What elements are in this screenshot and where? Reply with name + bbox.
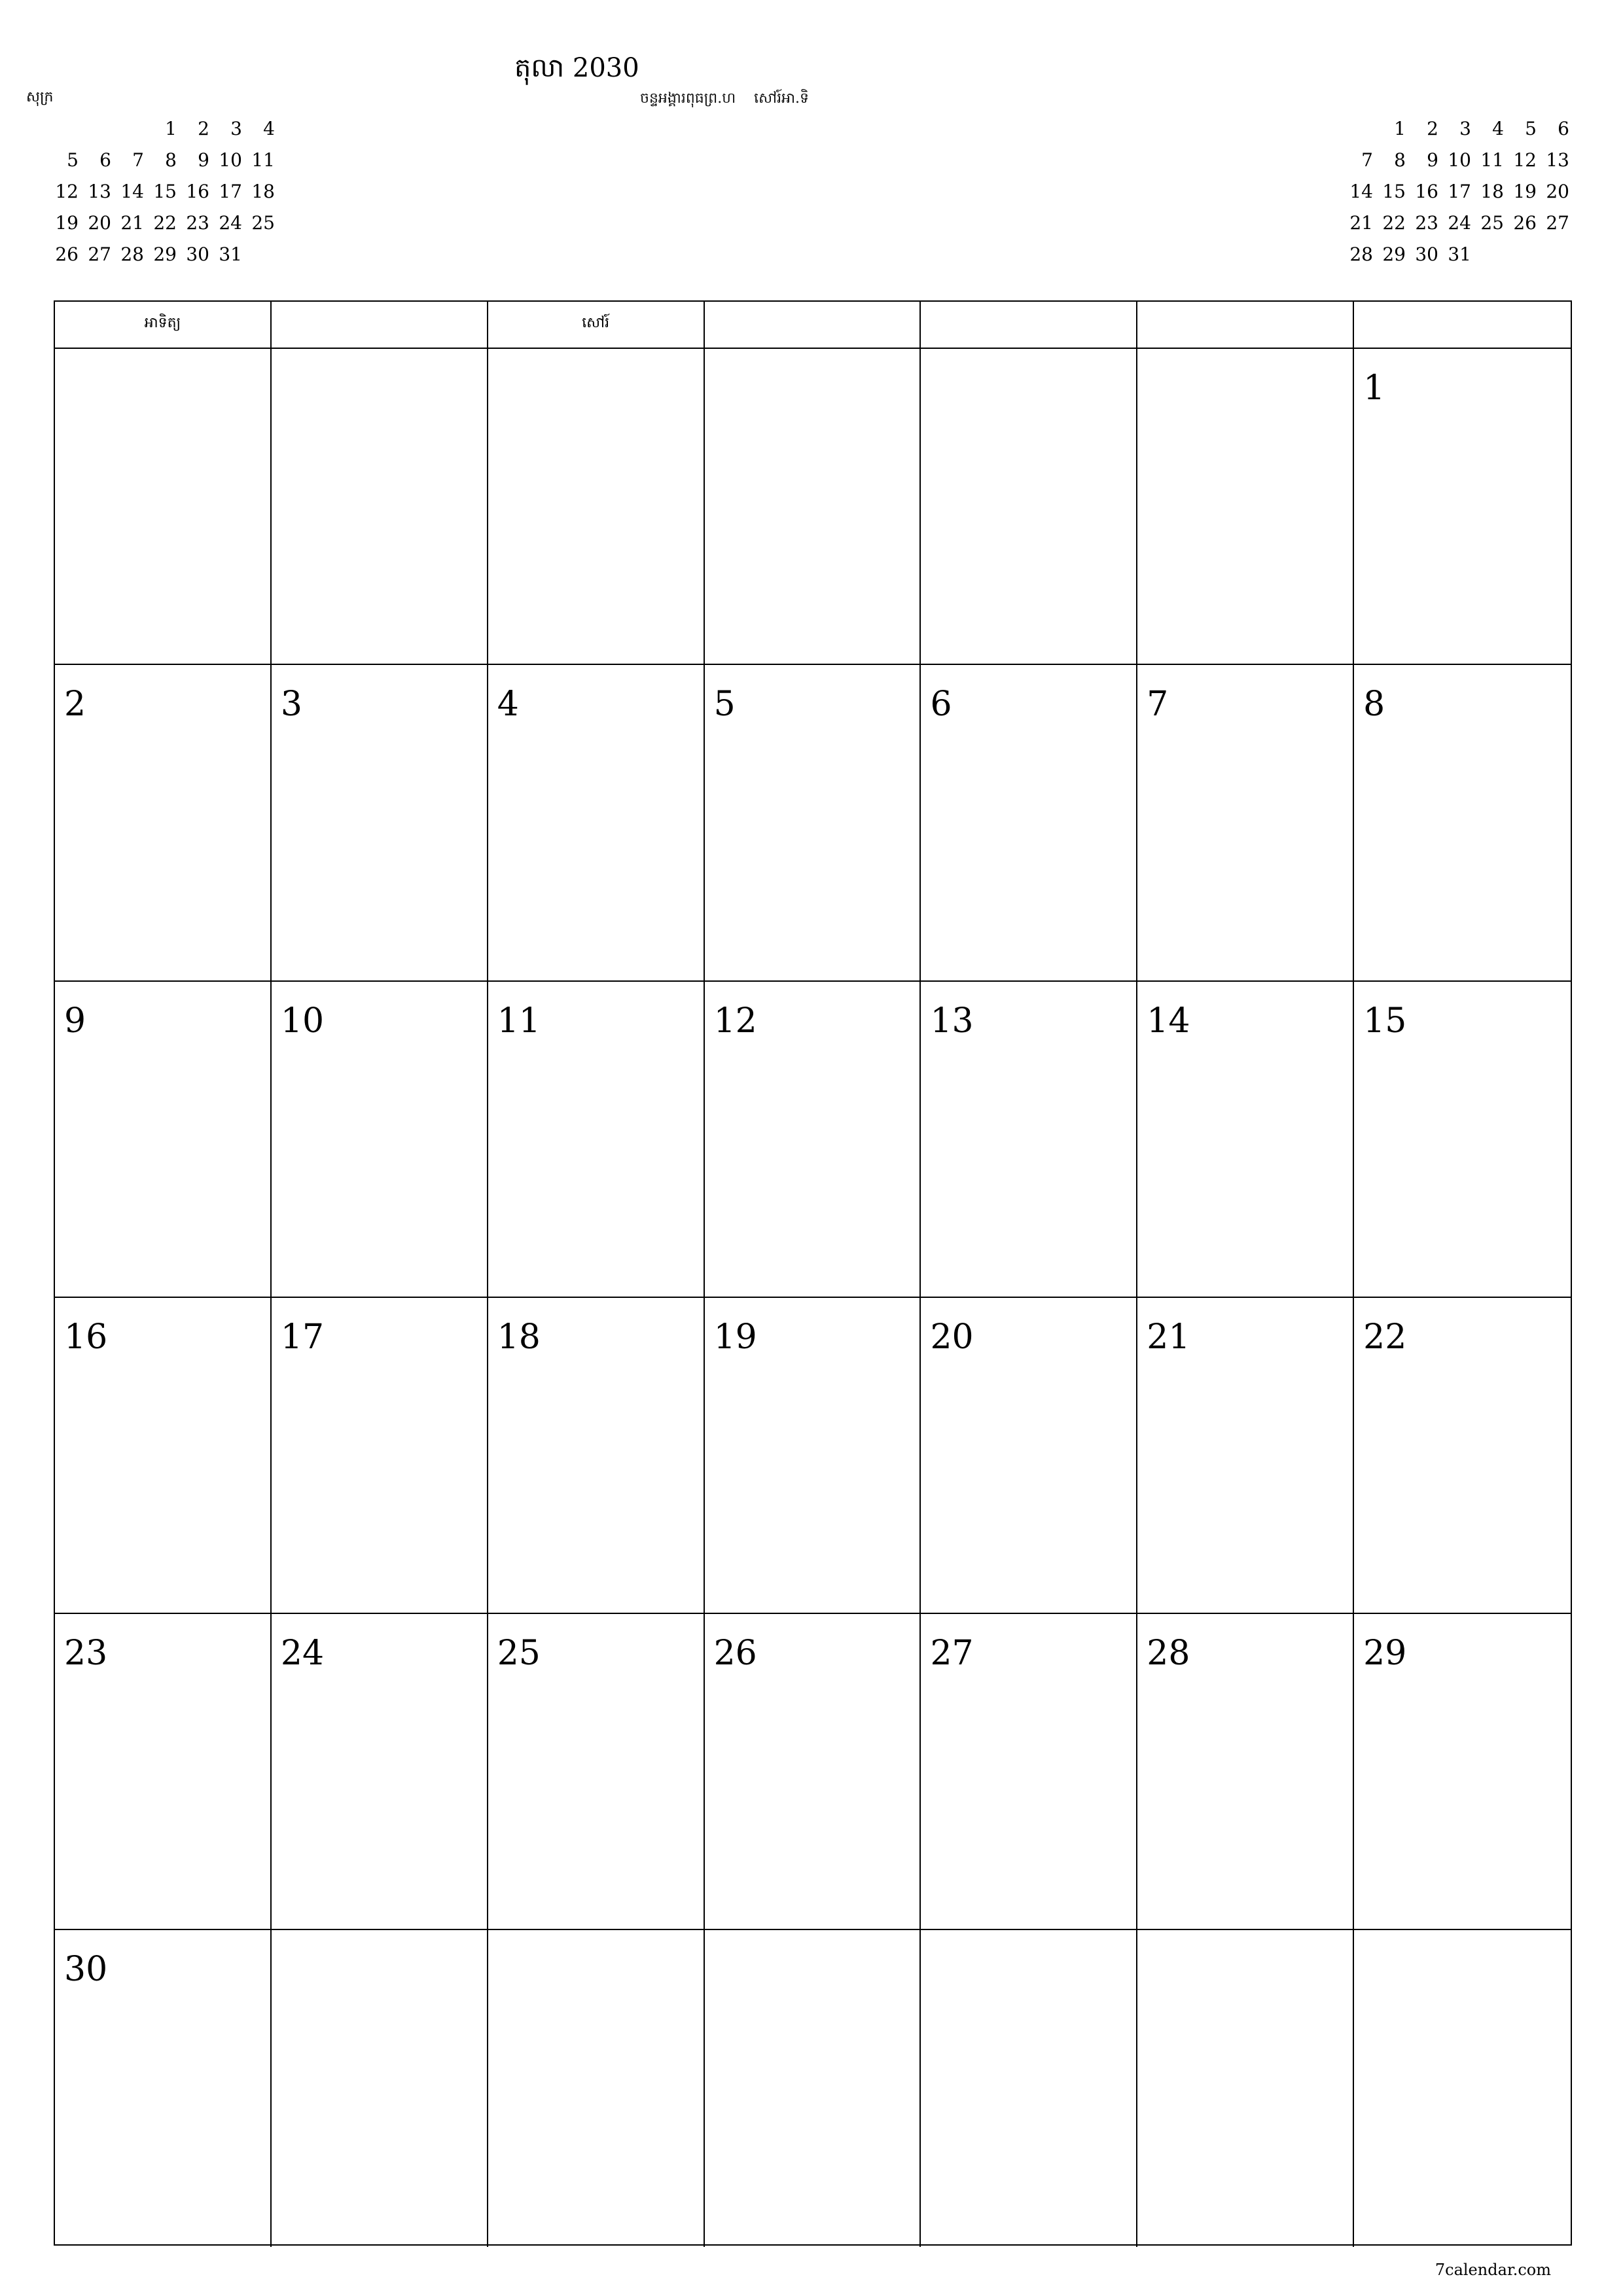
day-cell[interactable] [1137, 982, 1354, 1297]
day-cell[interactable] [55, 665, 272, 980]
day-cell[interactable] [488, 1930, 705, 2246]
mini-day: 12 [1513, 149, 1537, 171]
day-cell[interactable] [705, 349, 921, 664]
mini-day: 11 [251, 149, 275, 171]
weekday-header [705, 302, 921, 348]
mini-day: 11 [1480, 149, 1504, 171]
day-number: 22 [1363, 1317, 1407, 1357]
mini-day: 13 [88, 181, 111, 202]
mini-day: 30 [1415, 243, 1438, 265]
mini-day: 1 [165, 118, 177, 139]
day-cell[interactable] [272, 665, 488, 980]
mini-day: 3 [1459, 118, 1471, 139]
day-number: 15 [1363, 1001, 1407, 1041]
mini-week-row [46, 117, 275, 171]
mini-day: 6 [99, 149, 111, 171]
day-cell[interactable] [921, 1930, 1137, 2246]
mini-day: 18 [251, 181, 275, 202]
day-cell[interactable] [488, 1298, 705, 1613]
mini-day: 9 [1427, 149, 1438, 171]
day-cell[interactable] [55, 1298, 272, 1613]
mini-day: 5 [67, 149, 79, 171]
day-number: 13 [930, 1001, 974, 1041]
mini-day: 28 [1349, 243, 1373, 265]
day-number: 7 [1147, 685, 1169, 725]
mini-day: 4 [263, 118, 275, 139]
day-cell[interactable] [55, 349, 272, 664]
mini-day: 10 [219, 149, 242, 171]
day-number: 26 [713, 1634, 757, 1674]
day-number: 19 [713, 1317, 757, 1357]
day-number: 29 [1363, 1634, 1407, 1674]
mini-day: 18 [1480, 181, 1504, 202]
week-row [55, 349, 1571, 665]
mini-day: 24 [219, 212, 242, 234]
mini-day: 14 [1349, 181, 1373, 202]
mini-week-row [46, 85, 275, 139]
day-number: 6 [930, 685, 952, 725]
mini-day: 16 [1415, 181, 1438, 202]
day-number: 11 [497, 1001, 541, 1041]
day-cell[interactable] [272, 1930, 488, 2246]
day-cell[interactable] [1354, 1614, 1571, 1929]
day-cell[interactable] [1137, 1298, 1354, 1613]
day-cell[interactable] [705, 1298, 921, 1613]
mini-day: 1 [1394, 118, 1406, 139]
day-cell[interactable] [488, 1614, 705, 1929]
month-grid [54, 300, 1572, 2246]
mini-day: 10 [1448, 149, 1471, 171]
mini-day: 19 [1513, 181, 1537, 202]
day-number: 10 [280, 1001, 325, 1041]
day-cell[interactable] [921, 1298, 1137, 1613]
mini-week-row [1340, 179, 1569, 234]
week-row [55, 1930, 1571, 2246]
mini-day: 20 [88, 212, 111, 234]
mini-day: 9 [198, 149, 209, 171]
mini-week-row [1340, 211, 1569, 265]
weekday-header [921, 302, 1137, 348]
day-number: 12 [713, 1001, 757, 1041]
mini-day: 28 [120, 243, 144, 265]
mini-day: 26 [1513, 212, 1537, 234]
day-number: 18 [497, 1317, 541, 1357]
mini-day: 7 [1361, 149, 1373, 171]
day-cell[interactable] [1137, 1614, 1354, 1929]
day-cell[interactable] [1137, 1930, 1354, 2246]
mini-day: 16 [186, 181, 209, 202]
mini-day: 30 [186, 243, 209, 265]
day-cell[interactable] [1354, 665, 1571, 980]
day-cell[interactable] [55, 1614, 272, 1929]
day-number: 28 [1147, 1634, 1190, 1674]
day-cell[interactable] [488, 982, 705, 1297]
mini-day: 3 [230, 118, 242, 139]
day-number: 8 [1363, 685, 1385, 725]
day-number: 20 [930, 1317, 974, 1357]
mini-day: 4 [1492, 118, 1504, 139]
page-title: តុលា 2030 [514, 53, 639, 83]
footer-credit: 7calendar.com [1435, 2261, 1551, 2279]
day-cell[interactable] [921, 1614, 1137, 1929]
mini-day: 21 [120, 212, 144, 234]
weeks-container [55, 349, 1571, 2247]
day-cell[interactable] [55, 982, 272, 1297]
mini-day: 26 [55, 243, 79, 265]
day-cell[interactable] [272, 1614, 488, 1929]
week-row [55, 1614, 1571, 1930]
day-cell[interactable] [1354, 982, 1571, 1297]
mini-day: 15 [1382, 181, 1406, 202]
mini-day: 27 [88, 243, 111, 265]
day-cell[interactable] [1354, 349, 1571, 664]
day-cell[interactable] [1137, 665, 1354, 980]
day-cell[interactable] [272, 982, 488, 1297]
mini-day: 25 [1480, 212, 1504, 234]
day-cell[interactable] [705, 982, 921, 1297]
day-number: 27 [930, 1634, 974, 1674]
day-cell[interactable] [1354, 1298, 1571, 1613]
mini-day: 12 [55, 181, 79, 202]
day-number: 16 [64, 1317, 108, 1357]
mini-week-row [46, 211, 275, 265]
week-row [55, 1298, 1571, 1614]
mini-day: 25 [251, 212, 275, 234]
mini-week-row [46, 148, 275, 202]
mini-day: 31 [1448, 243, 1471, 265]
day-number: 9 [64, 1001, 86, 1041]
mini-day: 8 [165, 149, 177, 171]
day-number: 3 [280, 685, 302, 725]
day-number: 24 [280, 1634, 325, 1674]
day-cell[interactable] [488, 665, 705, 980]
day-cell[interactable] [705, 1930, 921, 2246]
week-row [55, 665, 1571, 981]
weekday-header: អាទិត្យ [55, 302, 272, 348]
mini-day: 17 [1448, 181, 1471, 202]
mini-day: 29 [153, 243, 177, 265]
mini-day: 7 [132, 149, 144, 171]
day-cell[interactable] [921, 349, 1137, 664]
day-number: 4 [497, 685, 519, 725]
mini-week-row [46, 179, 275, 234]
day-cell[interactable] [705, 665, 921, 980]
mini-day: 31 [219, 243, 242, 265]
day-number: 25 [497, 1634, 541, 1674]
weekday-header-row [55, 302, 1571, 349]
mini-day: 2 [1427, 118, 1438, 139]
mini-day: 15 [153, 181, 177, 202]
mini-calendar-next [1340, 85, 1569, 265]
day-cell[interactable] [272, 1298, 488, 1613]
mini-day: 27 [1546, 212, 1569, 234]
day-number: 21 [1147, 1317, 1190, 1357]
mini-week-row [1340, 85, 1569, 139]
weekday-header [1137, 302, 1354, 348]
day-number: 1 [1363, 368, 1385, 408]
mini-day: 13 [1546, 149, 1569, 171]
day-number: 23 [64, 1634, 108, 1674]
mini-day: 2 [198, 118, 209, 139]
mini-week-row [1340, 117, 1569, 171]
mini-day: 8 [1394, 149, 1406, 171]
day-cell[interactable] [705, 1614, 921, 1929]
day-cell[interactable] [921, 665, 1137, 980]
day-cell[interactable] [1137, 349, 1354, 664]
day-number: 2 [64, 685, 86, 725]
mini-day: 22 [153, 212, 177, 234]
weekday-header [272, 302, 488, 348]
mini-calendar-label: សុក្រ [26, 89, 54, 105]
day-cell[interactable] [272, 349, 488, 664]
day-cell[interactable] [1354, 1930, 1571, 2246]
mini-day: 24 [1448, 212, 1471, 234]
week-row [55, 982, 1571, 1298]
mini-day: 14 [120, 181, 144, 202]
mini-day: 6 [1558, 118, 1569, 139]
day-number: 14 [1147, 1001, 1190, 1041]
day-number: 17 [280, 1317, 325, 1357]
mini-day: 20 [1546, 181, 1569, 202]
day-cell[interactable] [488, 349, 705, 664]
mini-day: 29 [1382, 243, 1406, 265]
day-cell[interactable] [921, 982, 1137, 1297]
mini-day: 19 [55, 212, 79, 234]
mini-day: 17 [219, 181, 242, 202]
mini-day: 23 [186, 212, 209, 234]
mini-day: 21 [1349, 212, 1373, 234]
weekday-header: សៅរ៍ [488, 302, 705, 348]
day-cell[interactable] [55, 1930, 272, 2246]
mini-day: 23 [1415, 212, 1438, 234]
mini-calendar-previous [26, 85, 275, 265]
day-number: 5 [713, 685, 736, 725]
day-number: 30 [64, 1950, 108, 1990]
mini-day: 5 [1525, 118, 1537, 139]
weekday-abbreviations: ចន្ទអង្គារពុធព្រ.ហ សៅរ៍អា.ទិ [640, 90, 809, 107]
mini-week-row [1340, 148, 1569, 202]
weekday-header [1354, 302, 1571, 348]
mini-day: 22 [1382, 212, 1406, 234]
